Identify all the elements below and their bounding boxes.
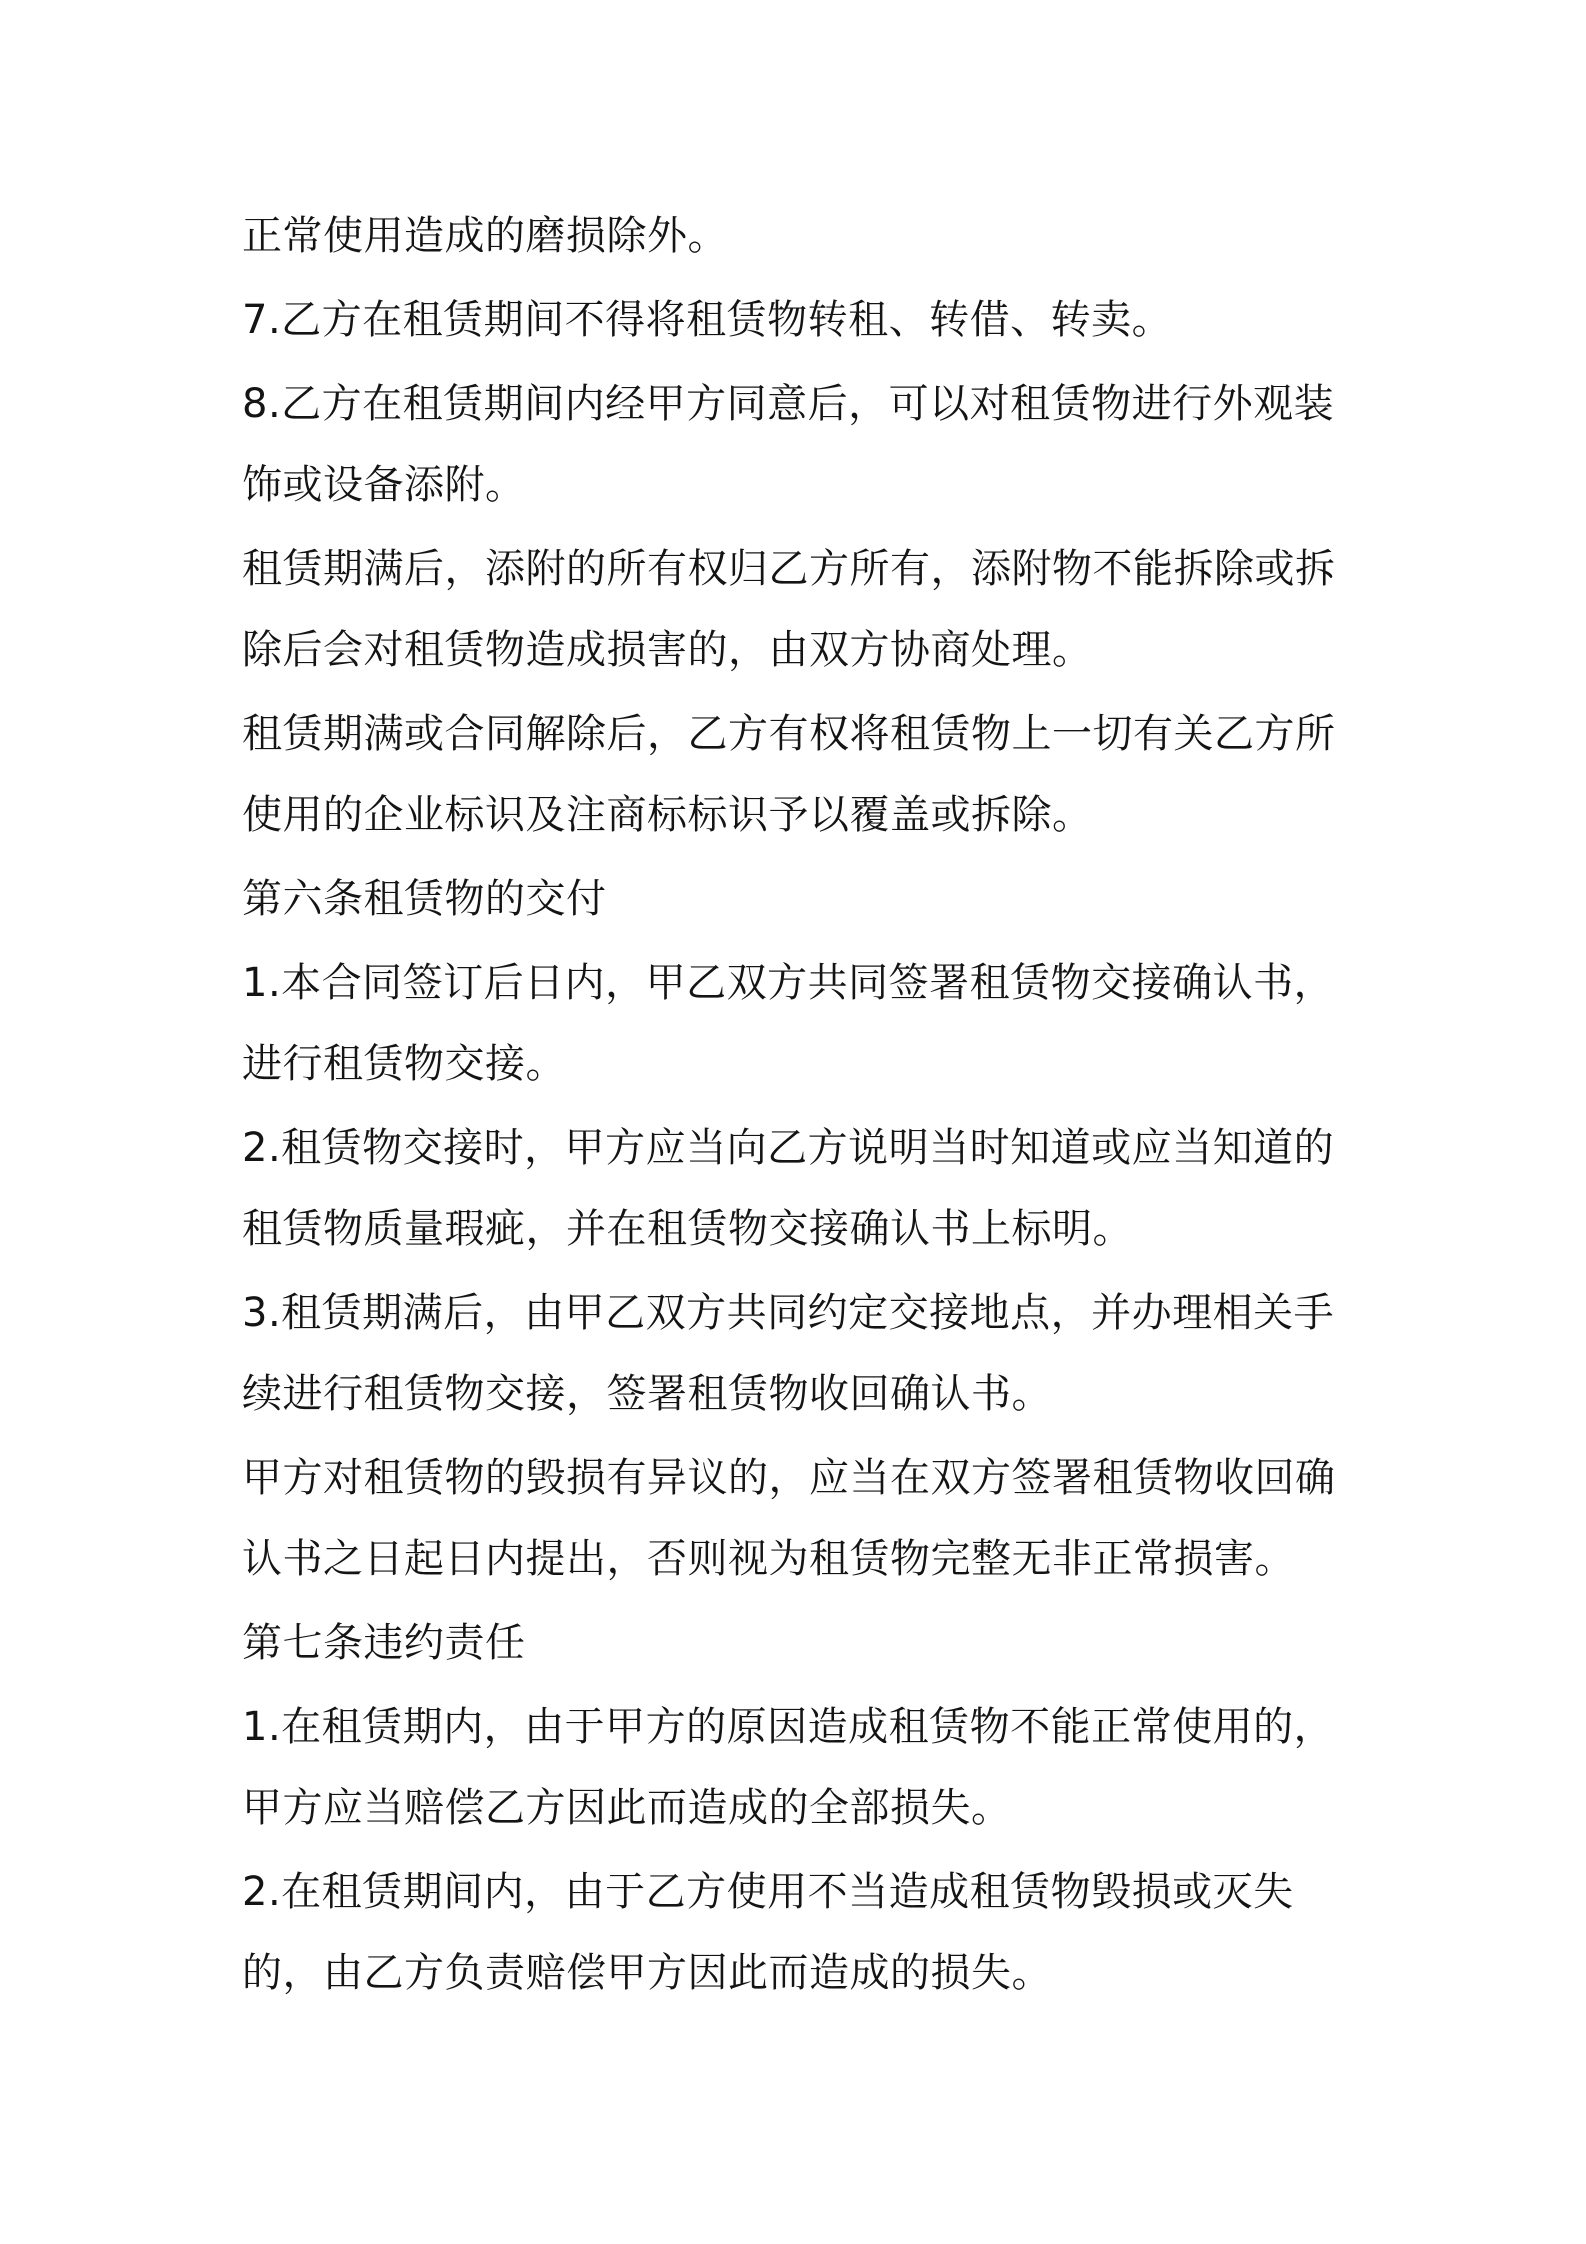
paragraph-clause-8: 8.乙方在租赁期间内经甲方同意后，可以对租赁物进行外观装饰或设备添附。: [242, 381, 1335, 508]
document-body: [242, 196, 1372, 2014]
paragraph-clause-7: 7.乙方在租赁期间不得将租赁物转租、转借、转卖。: [242, 297, 1173, 343]
paragraph-attachment-ownership: 租赁期满后，添附的所有权归乙方所有，添附物不能拆除或拆除后会对租赁物造成损害的，由双方协商处理。: [242, 546, 1336, 673]
paragraph-damage-objection: 甲方对租赁物的毁损有异议的，应当在双方签署租赁物收回确认书之日起日内提出，否则视为租赁物完整无非正常损害。: [242, 1455, 1336, 1582]
section-heading-article-7: 第七条违约责任: [242, 1620, 526, 1666]
paragraph-logo-removal: 租赁期满或合同解除后，乙方有权将租赁物上一切有关乙方所使用的企业标识及注商标标识予以覆盖或拆除。: [242, 711, 1336, 838]
paragraph-delivery-2: 2.租赁物交接时，甲方应当向乙方说明当时知道或应当知道的租赁物质量瑕疵，并在租赁物交接确认书上标明。: [242, 1125, 1335, 1252]
section-heading-article-6: 第六条租赁物的交付: [242, 876, 607, 922]
paragraph-wear-exception: 正常使用造成的磨损除外。: [242, 213, 728, 259]
paragraph-delivery-3: 3.租赁期满后，由甲乙双方共同约定交接地点，并办理相关手续进行租赁物交接，签署租赁物收回确认书。: [242, 1290, 1335, 1417]
paragraph-liability-1: 1.在租赁期内，由于甲方的原因造成租赁物不能正常使用的，甲方应当赔偿乙方因此而造成的全部损失。: [242, 1704, 1335, 1831]
paragraph-delivery-1: 1.本合同签订后日内，甲乙双方共同签署租赁物交接确认书，进行租赁物交接。: [242, 960, 1335, 1087]
paragraph-liability-2: 2.在租赁期间内，由于乙方使用不当造成租赁物毁损或灭失的，由乙方负责赔偿甲方因此而造成的损失。: [242, 1869, 1294, 1996]
